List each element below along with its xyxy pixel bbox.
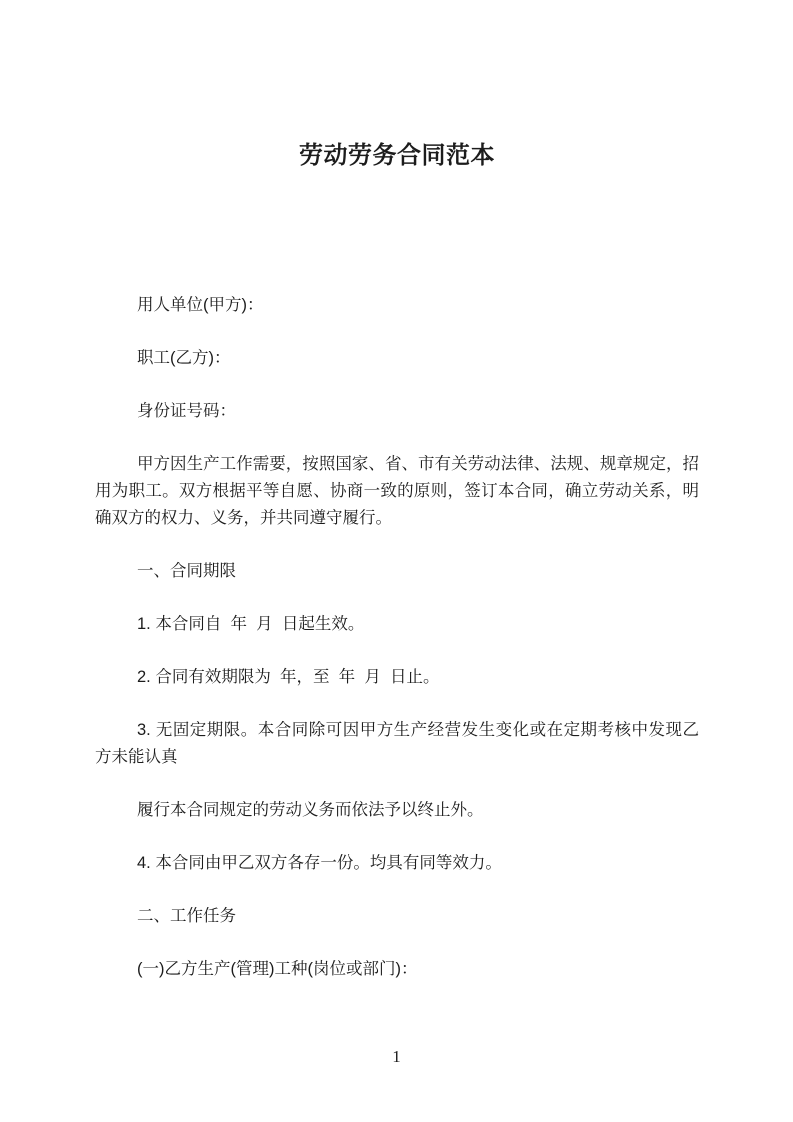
section1-item3: 3. 无固定期限。本合同除可因甲方生产经营发生变化或在定期考核中发现乙方未能认真: [95, 721, 699, 766]
field-employee: 职工(乙方)：: [137, 349, 231, 367]
section1-heading: 一、合同期限: [137, 562, 236, 580]
document-title: 劳动劳务合同范本: [299, 142, 495, 169]
section1-item4: 4. 本合同由甲乙双方各存一份。均具有同等效力。: [137, 854, 502, 872]
section2-heading: 二、工作任务: [137, 907, 236, 925]
field-id-number: 身份证号码：: [137, 402, 236, 420]
section2-item1: (一)乙方生产(管理)工种(岗位或部门)：: [137, 960, 418, 978]
page-number: 1: [392, 1047, 401, 1066]
intro-paragraph: 甲方因生产工作需要，按照国家、省、市有关劳动法律、法规、规章规定，招用为职工。双方根据平等自愿、协商一致的原则，签订本合同，确立劳动关系，明确双方的权力、义务，并共同遵守履行。: [95, 455, 699, 527]
section1-item3-continuation: 履行本合同规定的劳动义务而依法予以终止外。: [137, 801, 484, 819]
section1-item2: 2. 合同有效期限为 年，至 年 月 日止。: [137, 668, 440, 686]
section1-item1: 1. 本合同自 年 月 日起生效。: [137, 615, 365, 633]
field-employer: 用人单位(甲方)：: [137, 296, 264, 314]
